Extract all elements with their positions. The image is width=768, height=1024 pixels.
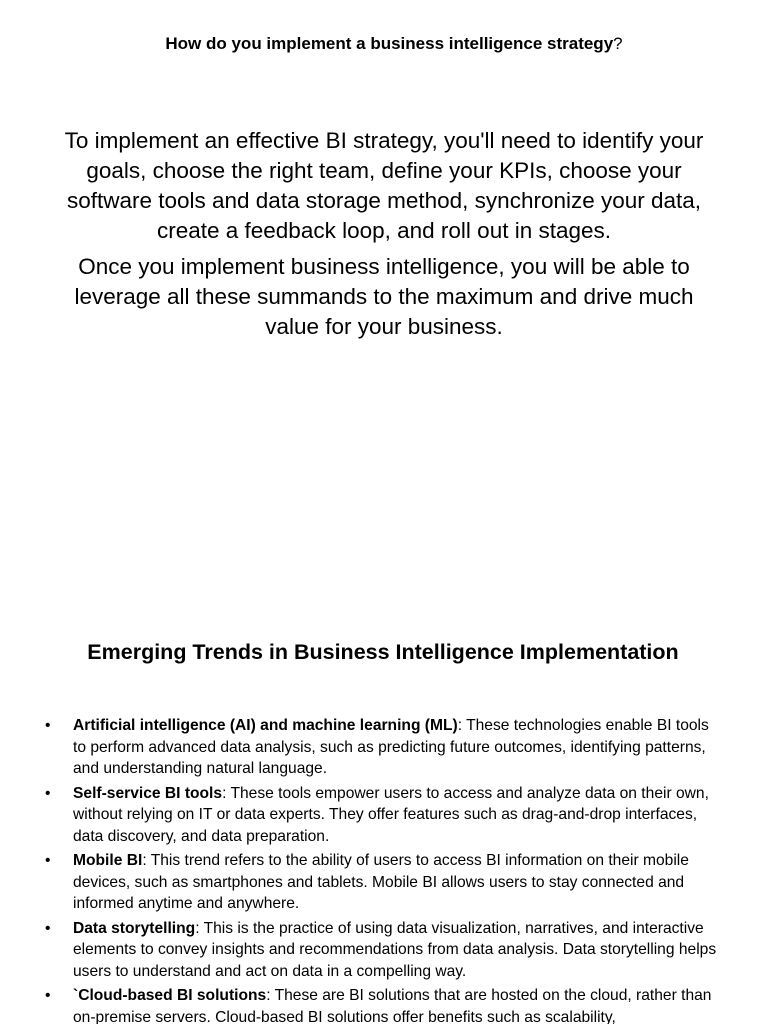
trend-description: : This trend refers to the ability of users to access BI information on their mobile devices, such as smartphones and tablets. Mobile BI allows users to stay connected and informed anytime and anywhere. <box>73 852 689 912</box>
trend-term: Self-service BI tools <box>73 784 223 802</box>
trend-description: : These technologies enable BI tools to perform advanced data analysis, such as predicting future outcomes, identifying patterns, and understanding natural language. <box>73 717 709 777</box>
trend-description: : This is the practice of using data visualization, narratives, and interactive elements to convey insights and recommendations from data analysis. Data storytelling helps users to understand and act on data in a compelling way. <box>73 919 717 980</box>
trend-term: Data storytelling <box>73 919 196 937</box>
bullet-icon: • <box>45 784 51 802</box>
trend-description: : These are BI solutions that are hosted on the cloud, rather than on-premise servers. Cloud-based BI solutions offer benefits such as scalability, <box>73 987 712 1024</box>
intro-paragraph-1: To implement an effective BI strategy, you'll need to identify your goals, choose the right team, define your KPIs, choose your software tools and data storage method, synchronize your data, create a feedback loop, and roll out in stages. <box>64 128 704 243</box>
question-mark: ? <box>613 34 623 53</box>
bullet-icon: • <box>45 987 51 1004</box>
list-item <box>0 715 768 780</box>
list-item <box>0 985 768 1024</box>
trends-list <box>0 715 768 1024</box>
list-item <box>0 850 768 915</box>
trend-term: Mobile BI <box>73 852 143 869</box>
trend-description: : These tools empower users to access and analyze data on their own, without relying on IT or data experts. They offer features such as drag-and-drop interfaces, data discovery, and data preparation. <box>73 784 709 845</box>
intro-block <box>60 126 708 348</box>
bullet-icon: • <box>45 919 51 937</box>
bullet-icon: • <box>45 717 51 734</box>
bullet-icon: • <box>45 852 51 869</box>
list-item <box>0 783 768 848</box>
intro-paragraph-2: Once you implement business intelligence, you will be able to leverage all these summands to the maximum and drive much value for your business. <box>74 254 694 339</box>
trend-term: `Cloud-based BI solutions <box>73 987 267 1004</box>
question-heading <box>0 32 768 56</box>
trend-term: Artificial intelligence (AI) and machine learning (ML) <box>73 717 458 734</box>
list-item <box>0 918 768 983</box>
section-title: Emerging Trends in Business Intelligence Implementation <box>87 640 679 664</box>
question-text: How do you implement a business intelligence strategy <box>165 34 614 53</box>
